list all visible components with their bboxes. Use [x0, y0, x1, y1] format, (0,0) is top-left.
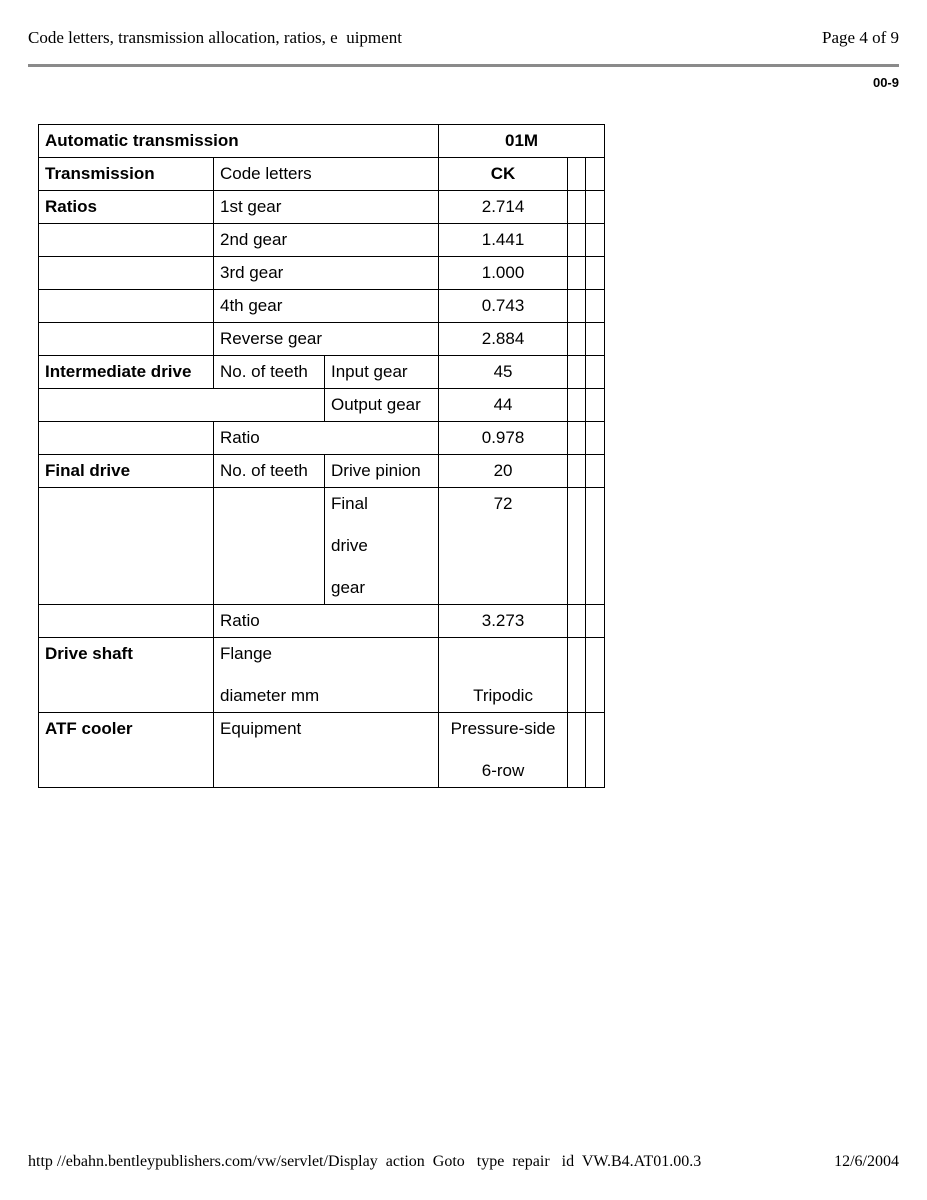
no-of-teeth-label: No. of teeth	[214, 356, 325, 389]
equipment-value-line: Pressure-side	[450, 719, 556, 738]
empty-cell	[39, 323, 214, 356]
empty-cell	[568, 638, 586, 713]
empty-cell	[586, 455, 605, 488]
footer-url: http //ebahn.bentleypublishers.com/vw/servlet/Display action Goto type repair id VW.B4.AT01.00.3	[28, 1153, 702, 1170]
empty-cell	[568, 257, 586, 290]
header-divider	[28, 64, 899, 67]
table-row	[39, 158, 605, 191]
transmission-model: 01M	[439, 125, 605, 158]
gear-ratio-value: 1.441	[439, 224, 568, 257]
empty-cell	[214, 488, 325, 605]
empty-cell	[586, 158, 605, 191]
gear-label: 1st gear	[214, 191, 439, 224]
empty-cell	[568, 356, 586, 389]
empty-cell	[39, 605, 214, 638]
table-row	[39, 125, 605, 158]
table-row	[39, 191, 605, 224]
empty-cell	[568, 290, 586, 323]
table-row	[39, 488, 605, 605]
row-label-drive-shaft: Drive shaft	[39, 638, 214, 713]
empty-cell	[586, 422, 605, 455]
table-row	[39, 323, 605, 356]
empty-cell	[586, 224, 605, 257]
row-label-atf-cooler: ATF cooler	[39, 713, 214, 788]
table-row	[39, 638, 605, 713]
no-of-teeth-label: No. of teeth	[214, 455, 325, 488]
flange-label-line: diameter mm	[220, 686, 320, 705]
empty-cell	[568, 323, 586, 356]
table-row	[39, 290, 605, 323]
gear-ratio-value: 2.714	[439, 191, 568, 224]
flange-label-line: Flange	[220, 644, 272, 663]
empty-cell	[586, 713, 605, 788]
table-row	[39, 356, 605, 389]
table-row	[39, 713, 605, 788]
empty-cell	[568, 713, 586, 788]
empty-cell	[586, 323, 605, 356]
empty-cell	[586, 290, 605, 323]
section-code: 00-9	[872, 75, 899, 90]
document-title: Code letters, transmission allocation, ratios, e uipment	[28, 28, 402, 47]
footer-date: 12/6/2004	[834, 1153, 899, 1170]
equipment-value	[439, 713, 568, 788]
intermediate-ratio-value: 0.978	[439, 422, 568, 455]
code-letters-label: Code letters	[214, 158, 439, 191]
table-row	[39, 455, 605, 488]
gear-label: 2nd gear	[214, 224, 439, 257]
empty-cell	[586, 389, 605, 422]
row-label-transmission: Transmission	[39, 158, 214, 191]
equipment-label: Equipment	[214, 713, 439, 788]
empty-cell	[568, 389, 586, 422]
flange-label	[214, 638, 439, 713]
empty-cell	[568, 422, 586, 455]
input-gear-label: Input gear	[325, 356, 439, 389]
gear-label: 4th gear	[214, 290, 439, 323]
table-row	[39, 224, 605, 257]
empty-cell	[568, 455, 586, 488]
empty-cell	[39, 257, 214, 290]
final-drive-gear-value: 72	[439, 488, 568, 605]
empty-cell	[586, 488, 605, 605]
empty-cell	[39, 389, 325, 422]
gear-ratio-value: 1.000	[439, 257, 568, 290]
ratio-label: Ratio	[214, 605, 439, 638]
empty-cell	[568, 191, 586, 224]
empty-cell	[568, 488, 586, 605]
page-indicator: Page 4 of 9	[822, 28, 899, 47]
empty-cell	[39, 422, 214, 455]
table-heading-label: Automatic transmission	[39, 125, 439, 158]
input-gear-value: 45	[439, 356, 568, 389]
empty-cell	[39, 290, 214, 323]
empty-cell	[586, 638, 605, 713]
row-label-final-drive: Final drive	[39, 455, 214, 488]
final-drive-gear-label-line: drive	[331, 536, 368, 555]
final-drive-gear-label-line: gear	[331, 578, 366, 597]
final-ratio-value: 3.273	[439, 605, 568, 638]
transmission-spec-table	[38, 124, 605, 788]
empty-cell	[586, 191, 605, 224]
empty-cell	[568, 605, 586, 638]
equipment-value-line: 6-row	[481, 761, 525, 780]
drive-pinion-value: 20	[439, 455, 568, 488]
gear-ratio-value: 0.743	[439, 290, 568, 323]
row-label-intermediate-drive: Intermediate drive	[39, 356, 214, 389]
drive-pinion-label: Drive pinion	[325, 455, 439, 488]
table-row	[39, 422, 605, 455]
table-row	[39, 257, 605, 290]
empty-cell	[586, 605, 605, 638]
flange-value: Tripodic	[439, 638, 568, 713]
empty-cell	[586, 356, 605, 389]
output-gear-label: Output gear	[325, 389, 439, 422]
empty-cell	[568, 158, 586, 191]
empty-cell	[39, 224, 214, 257]
final-drive-gear-label-line: Final	[331, 494, 368, 513]
code-letters-value: CK	[439, 158, 568, 191]
row-label-ratios: Ratios	[39, 191, 214, 224]
output-gear-value: 44	[439, 389, 568, 422]
final-drive-gear-label	[325, 488, 439, 605]
empty-cell	[39, 488, 214, 605]
empty-cell	[586, 257, 605, 290]
gear-label: Reverse gear	[214, 323, 439, 356]
empty-cell	[568, 224, 586, 257]
ratio-label: Ratio	[214, 422, 439, 455]
table-row	[39, 389, 605, 422]
table-row	[39, 605, 605, 638]
gear-label: 3rd gear	[214, 257, 439, 290]
gear-ratio-value: 2.884	[439, 323, 568, 356]
